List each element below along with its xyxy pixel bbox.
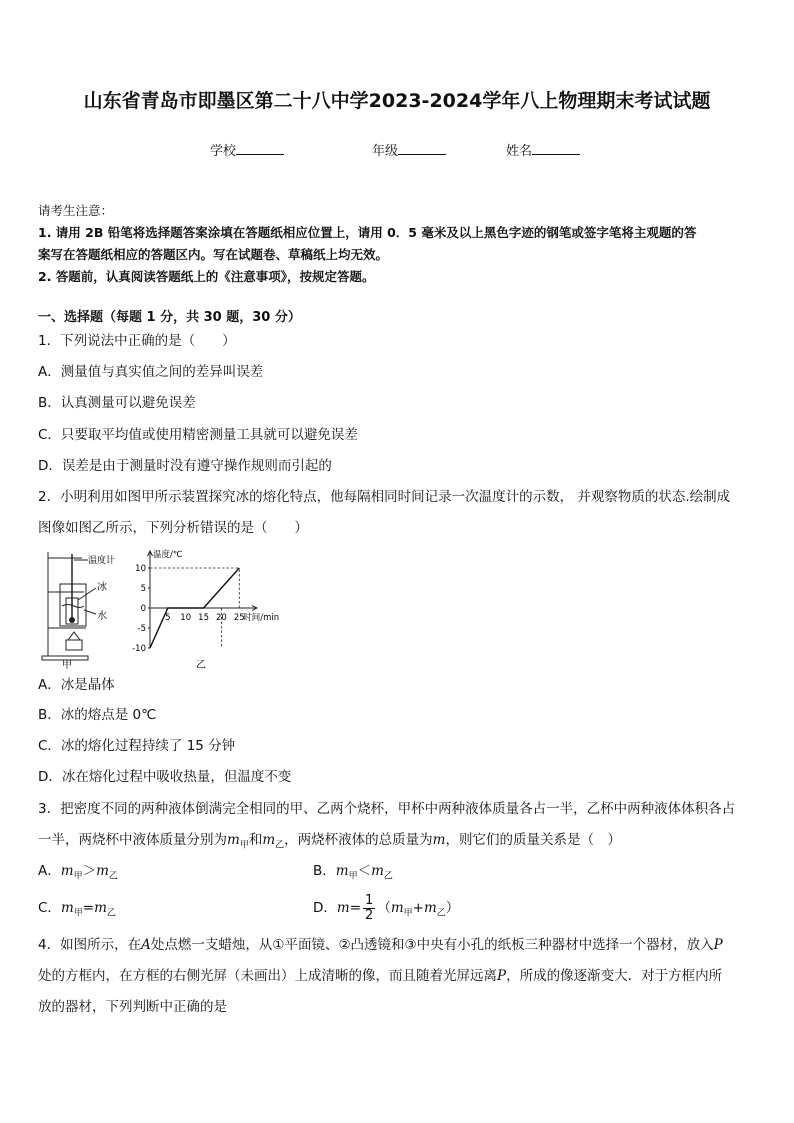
grade-label: 年级 [372,144,399,159]
q3-stem-text-c: ，两烧杯液体的总质量为 [284,832,433,848]
point-p: P [713,937,723,953]
q3-option-b[interactable] [313,860,393,888]
notice-item-1b: 案写在答题纸相应的答题区内。写在试题卷、草稿纸上均无效。 [38,247,389,262]
sub-jia: 甲 [73,871,83,882]
x-tick-label: 5 [165,613,171,623]
school-blank[interactable] [236,142,284,155]
sub-jia: 甲 [348,871,358,882]
sub-yi: 乙 [436,908,446,919]
sub-jia: 甲 [403,908,413,919]
fraction-half [363,894,375,923]
q2-option-d[interactable]: D．冰在熔化过程中吸收热量，但温度不变 [38,769,292,785]
plus-sign: + [412,900,424,916]
notice-block [38,200,768,288]
m-symbol: m [94,900,107,916]
q3-stem-text-d: ，则它们的质量关系是（ ） [445,832,621,848]
fraction-denominator: 2 [365,907,374,923]
q2-option-c[interactable]: C．冰的熔化过程持续了 15 分钟 [38,738,236,754]
m-symbol: m [390,900,404,916]
notice-item-2: 2. 答题前，认真阅读答题纸上的《注意事项》，按规定答题。 [38,269,375,284]
q3-stem-text-b: 和 [248,832,263,848]
q3-c-relation: = [82,900,95,916]
notice-item-1a: 1. 请用 2B 铅笔将选择题答案涂填在答题纸相应位置上，请用 0．5 毫米及以上黑色字迹的钢笔或签字笔将主观题的答 [38,225,697,240]
y-tick-label: 0 [140,604,146,614]
paren-open: （ [377,900,391,916]
q3-stem-line1: 3．把密度不同的两种液体倒满完全相同的甲、乙两个烧杯，甲杯中两种液体质量各占一半，乙杯中两种液体体积各占 [38,801,736,817]
m-symbol: m [371,863,384,879]
q4-line1 [38,934,723,956]
q3-option-d[interactable] [313,888,459,934]
q3-stem-text-a: 一半，两烧杯中液体质量分别为 [38,832,227,848]
name-label: 姓名 [506,144,533,159]
ice-label: 冰 [97,582,107,593]
m-symbol: m [336,900,350,916]
section-title: 一、选择题（每题 1 分，共 30 题，30 分） [38,310,301,325]
m-symbol: m [423,900,437,916]
ice-leader [78,588,96,600]
x-axis-label: 时间/min [243,613,280,623]
burner-flame [68,632,80,640]
page-title: 山东省青岛市即墨区第二十八中学2023-2024学年八上物理期末考试试题 [83,90,711,112]
q1-option-a[interactable]: A．测量值与真实值之间的差异叫误差 [38,364,264,380]
sub-yi: 乙 [108,871,118,882]
water-label: 水 [97,611,107,622]
y-tick-label: 5 [140,584,146,594]
sub-yi: 乙 [106,908,116,919]
alcohol-lamp [66,640,82,650]
q1-option-b[interactable]: B．认真测量可以避免误差 [38,395,196,411]
school-label: 学校 [210,144,237,159]
q1-option-d[interactable]: D．误差是由于测量时没有遵守操作规则而引起的 [38,458,332,474]
q3-stem-line2 [38,829,621,857]
q4-line2 [38,965,722,987]
y-tick-label: -5 [137,624,146,634]
y-axis-label: 温度/℃ [153,550,183,560]
x-tick-label: 20 [216,613,227,623]
paren-close: ） [445,900,460,916]
q3-option-a[interactable] [38,860,118,888]
grade-field[interactable] [372,140,446,159]
grade-blank[interactable] [398,142,446,155]
thermometer-label: 温度计 [88,556,116,566]
q2-stem-line2: 图像如图乙所示，下列分析错误的是（ ） [38,520,308,536]
temperature-time-chart [132,549,279,654]
m-symbol: m [60,863,74,879]
q3-a-relation: ＞ [82,863,97,879]
notice-heading: 请考生注意： [38,203,114,218]
q1-stem: 1．下列说法中正确的是（ ） [38,333,236,349]
sub-yi: 乙 [275,840,285,851]
q3-b-relation: ＜ [357,863,372,879]
m-symbol: m [227,832,240,848]
sub-yi: 乙 [383,871,393,882]
m-symbol: m [60,900,74,916]
x-tick-label: 10 [180,613,192,623]
question-1 [38,330,760,352]
sub-jia: 甲 [239,840,249,851]
q4-text-c: 处的方框内，在方框的右侧光屏（未画出）上成清晰的像，而且随着光屏远离 [38,968,497,984]
school-field[interactable] [210,140,284,159]
m-symbol: m [262,832,276,848]
m-symbol: m [96,863,109,879]
q2-option-b[interactable]: B．冰的熔点是 0℃ [38,707,157,723]
q2-option-a[interactable]: A．冰是晶体 [38,677,115,693]
caption-yi: 乙 [196,660,206,670]
q4-text-b: 处点燃一支蜡烛，从①平面镜、②凸透镜和③中央有小孔的纸板三种器材中选择一个器材，放入 [150,937,714,953]
q4-text-d: ，所成的像逐渐变大．对于方框内所 [506,968,723,984]
name-blank[interactable] [532,142,580,155]
q4-line3: 放的器材，下列判断中正确的是 [38,999,227,1015]
q3-a-label: A． [38,863,61,879]
water-surface [62,605,84,608]
q3-d-label: D． [313,900,337,916]
q3-d-equals: = [349,900,362,916]
y-tick-label: -10 [132,644,146,654]
x-tick-label: 15 [198,613,209,623]
q1-option-c[interactable]: C．只要取平均值或使用精密测量工具就可以避免误差 [38,427,358,443]
q2-stem-line1: 2．小明利用如图甲所示装置探究冰的熔化特点，他每隔相同时间记录一次温度计的示数， 并观察物质的状态.绘制成 [38,489,731,505]
name-field[interactable] [506,140,580,159]
m-symbol: m [432,832,446,848]
q2-figure [38,548,308,670]
q3-c-label: C． [38,900,61,916]
fraction-numerator: 1 [365,892,374,908]
point-p: P [497,968,507,984]
q4-text-a: 4．如图所示，在 [38,937,142,953]
q3-b-label: B． [313,863,336,879]
x-tick-label: 25 [233,613,245,623]
y-tick-label: 10 [135,564,146,574]
sub-jia: 甲 [73,908,83,919]
q3-option-c[interactable] [38,897,116,925]
caption-jia: 甲 [62,660,72,670]
thermometer-bulb [70,618,75,623]
point-a: A [141,937,151,953]
apparatus-diagram [42,552,96,660]
m-symbol: m [335,863,349,879]
